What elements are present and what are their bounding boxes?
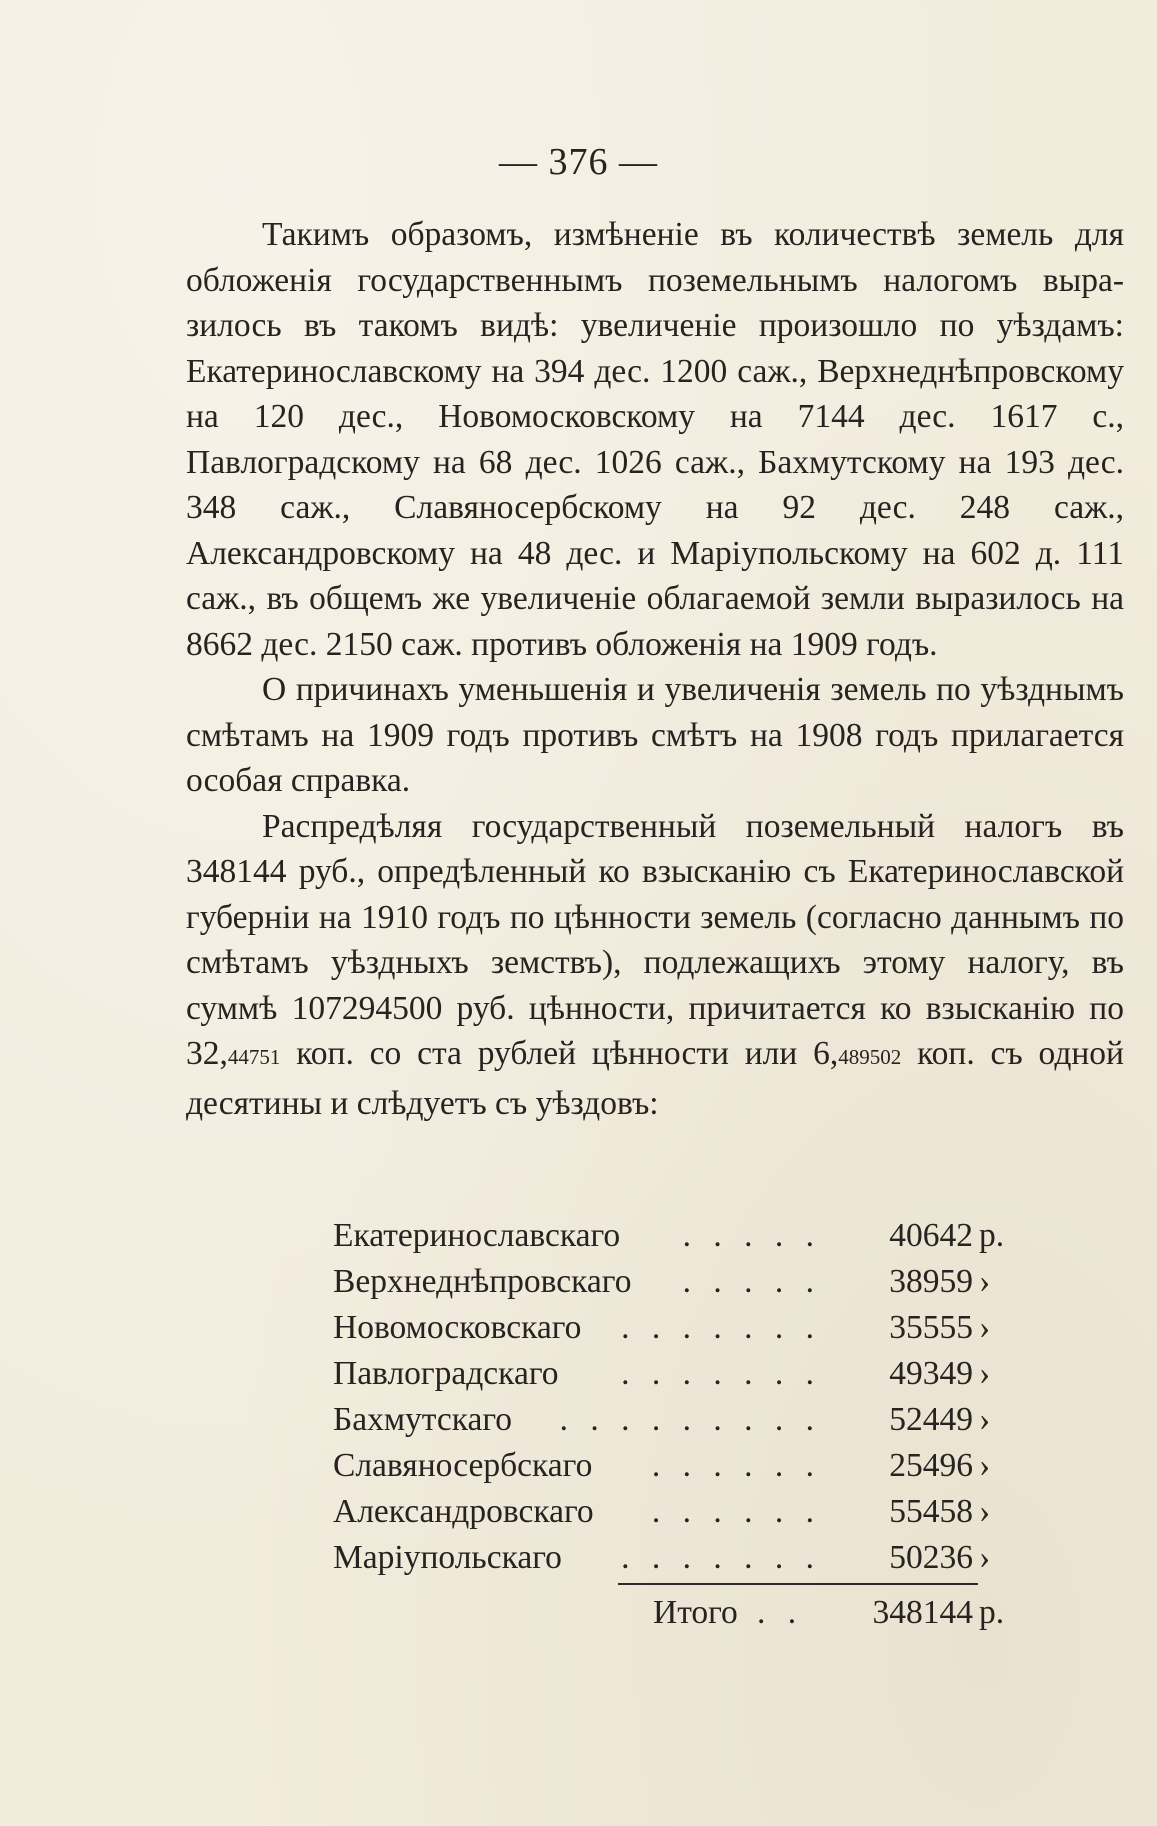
- paragraph-tax-distribution: [186, 804, 1124, 1127]
- page-number: — 376 —: [499, 141, 658, 183]
- leader-dots: . . . . . . .: [621, 1539, 821, 1576]
- district-name: Павлоградскаго: [333, 1355, 559, 1392]
- district-row: [333, 1259, 993, 1305]
- district-value: 50236: [889, 1539, 973, 1576]
- district-unit: ›: [979, 1263, 991, 1300]
- district-row: [333, 1535, 993, 1581]
- district-row: [333, 1213, 1005, 1259]
- body-text: [186, 212, 1124, 1126]
- leader-dots: . . . . . .: [651, 1447, 821, 1484]
- leader-dots: . . . . . . . . .: [559, 1401, 821, 1438]
- paragraph-reasons: О причинахъ уменьшенія и увеличенія земель по уѣзднымъ смѣтамъ на 1909 годъ противъ смѣтъ на 1908 годъ прилагается особая справка.: [186, 671, 1124, 799]
- district-value: 52449: [889, 1401, 973, 1438]
- district-name: Александровскаго: [333, 1493, 594, 1530]
- paragraph-text-part: Распредѣляя государственный поземельный налогъ въ 348144 руб., опредѣленный ко взысканію съ Екатеринославской губерніи на 1910 годъ по цѣнности земель (согласно даннымъ по смѣтамъ уѣздныхъ земствъ), подлежащихъ этому налогу, въ суммѣ 107294500 руб. цѣнности, причитается ко взысканію по 32,: [186, 807, 1124, 1072]
- district-row: [333, 1305, 993, 1351]
- district-value: 35555: [889, 1309, 973, 1346]
- district-row: [333, 1489, 993, 1535]
- district-unit: ›: [979, 1355, 991, 1392]
- decimal-fraction: 44751: [227, 1045, 281, 1069]
- district-value: 38959: [889, 1263, 973, 1300]
- district-row: [333, 1443, 993, 1489]
- district-unit: ›: [979, 1401, 991, 1438]
- total-label: Итого: [653, 1594, 738, 1631]
- district-unit: р.: [979, 1217, 1005, 1254]
- district-value: 25496: [889, 1447, 973, 1484]
- leader-dots: . . . . . .: [651, 1493, 821, 1530]
- district-name: Верхнеднѣпровскаго: [333, 1263, 632, 1300]
- total-row: [333, 1590, 1005, 1636]
- district-name: Бахмутскаго: [333, 1401, 513, 1438]
- paragraph-text-part: коп. съ одной десятины и слѣдуетъ съ уѣздовъ:: [186, 1035, 1124, 1122]
- district-value: 55458: [889, 1493, 973, 1530]
- district-name: Славяносербскаго: [333, 1447, 593, 1484]
- total-divider: [618, 1583, 978, 1585]
- district-table: [333, 1213, 1005, 1581]
- leader-dots: . . . . .: [682, 1217, 821, 1254]
- leader-dots: . . . . . . .: [621, 1355, 821, 1392]
- total-value: 348144: [872, 1594, 973, 1631]
- district-unit: ›: [979, 1309, 991, 1346]
- district-row: [333, 1397, 993, 1443]
- district-unit: ›: [979, 1493, 991, 1530]
- district-unit: ›: [979, 1539, 991, 1576]
- paragraph-land-change: Такимъ образомъ, измѣненіе въ количествѣ земель для обложенія государственнымъ поземельнымъ налогомъ выразилось въ такомъ видѣ: увеличеніе произошло по уѣздамъ: Екатеринославскому на 394 дес. 1200 саж., Верхнеднѣпровскому на 120 дес., Новомосковскому на 7144 дес. 1617 с., Павлоградскому на 68 дес. 1026 саж., Бахмутскому на 193 дес. 348 саж., Славяносербскому на 92 дес. 248 саж., Александровскому на 48 дес. и Маріупольскому на 602 д. 111 саж., въ общемъ же увеличеніе облагаемой земли выразилось на 8662 дес. 2150 саж. противъ обложенія на 1909 годъ.: [186, 216, 1124, 663]
- district-value: 40642: [889, 1217, 973, 1254]
- district-row: [333, 1351, 993, 1397]
- paragraph-text-part: коп. со ста рублей цѣнности или 6,: [280, 1035, 839, 1072]
- total-unit: р.: [979, 1594, 1005, 1631]
- leader-dots: . . . . .: [682, 1263, 821, 1300]
- district-name: Маріупольскаго: [333, 1539, 562, 1576]
- decimal-fraction: 489502: [838, 1045, 902, 1069]
- leader-dots: . .: [757, 1594, 804, 1631]
- district-unit: ›: [979, 1447, 991, 1484]
- district-value: 49349: [889, 1355, 973, 1392]
- district-name: Новомосковскаго: [333, 1309, 582, 1346]
- leader-dots: . . . . . . .: [621, 1309, 821, 1346]
- district-name: Екатеринославскаго: [333, 1217, 621, 1254]
